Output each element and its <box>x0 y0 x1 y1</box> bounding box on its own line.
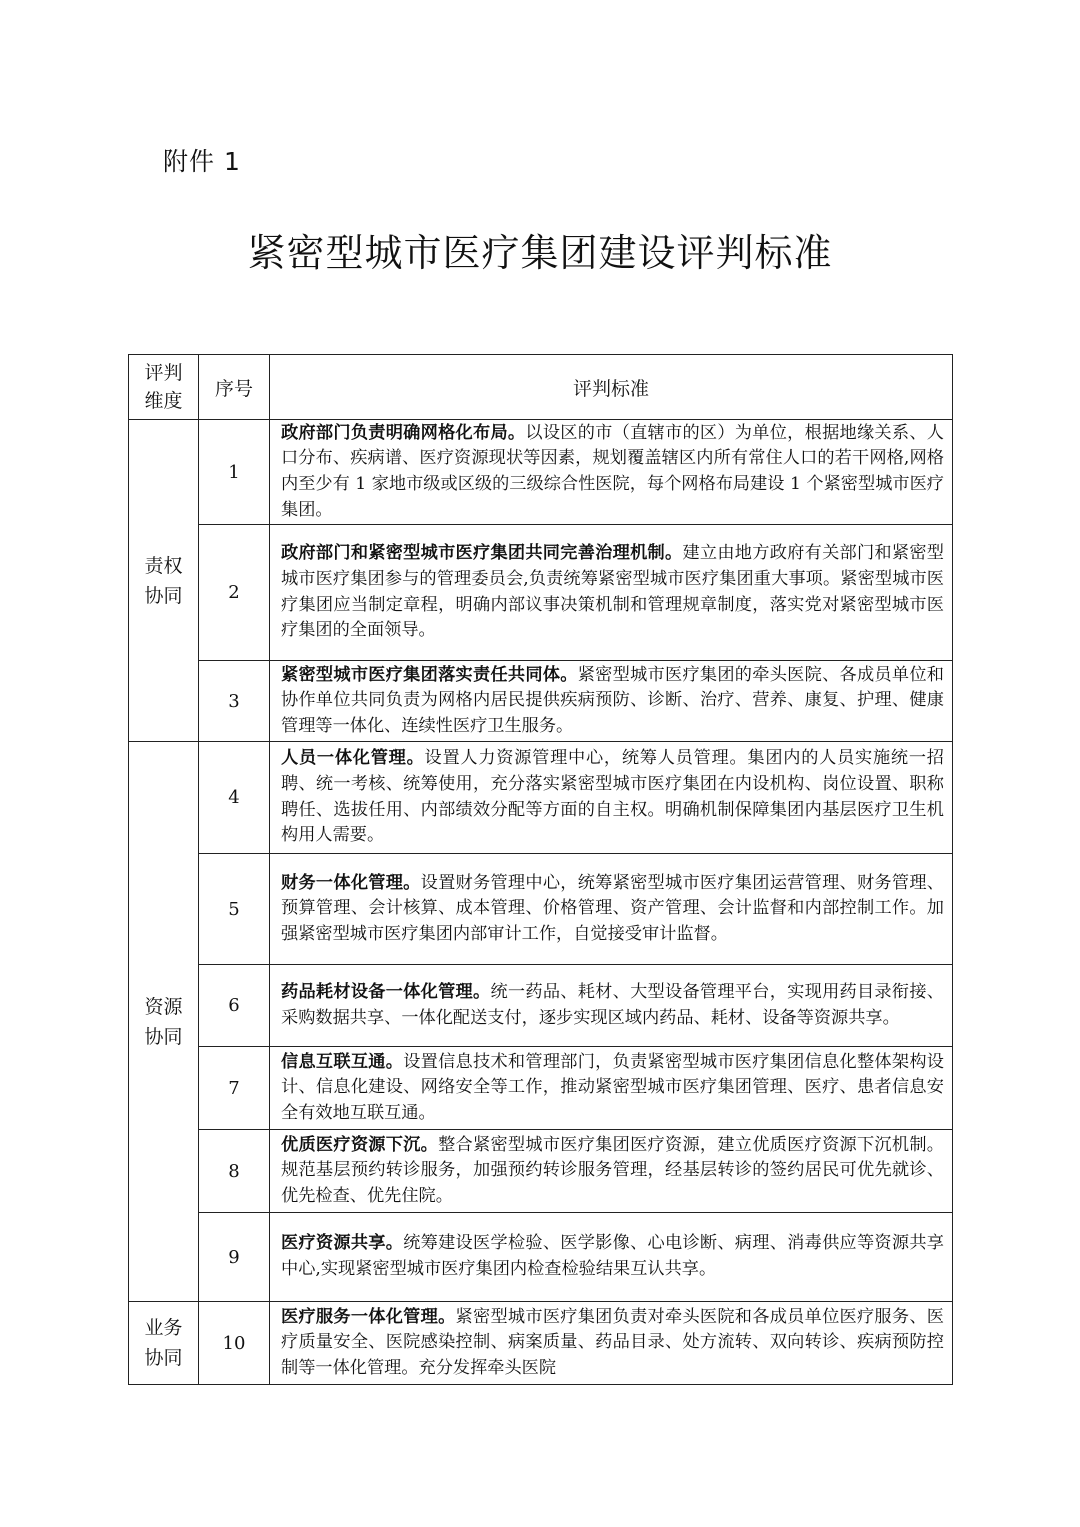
table-row <box>129 1302 953 1385</box>
table-row <box>129 1213 953 1302</box>
criteria-body: 设置财务管理中心，统筹紧密型城市医疗集团运营管理、财务管理、预算管理、会计核算、成本管理、价格管理、资产管理、会计监督和内部控制工作。加强紧密型城市医疗集团内部审计工作，自觉接受审计监督。 <box>281 872 944 944</box>
criteria-heading: 人员一体化管理。 <box>281 748 425 769</box>
row-number: 5 <box>199 854 270 965</box>
document-title: 紧密型城市医疗集团建设评判标准 <box>247 231 833 275</box>
criteria-heading: 信息互联互通。 <box>281 1051 404 1072</box>
table-row <box>129 965 953 1047</box>
criteria-body: 紧密型城市医疗集团负责对牵头医院和各成员单位医疗服务、医疗质量安全、医院感染控制、病案质量、药品目录、处方流转、双向转诊、疾病预防控制等一体化管理。充分发挥牵头医院 <box>281 1306 944 1378</box>
criteria-heading: 政府部门和紧密型城市医疗集团共同完善治理机制。 <box>281 543 683 564</box>
row-number: 3 <box>199 661 270 742</box>
criteria-text <box>270 965 953 1047</box>
criteria-text <box>270 1302 953 1385</box>
dimension-cell <box>129 742 199 1302</box>
table-header-row <box>129 355 953 420</box>
criteria-table <box>128 354 953 1385</box>
row-number: 8 <box>199 1130 270 1213</box>
criteria-body: 整合紧密型城市医疗集团医疗资源，建立优质医疗资源下沉机制。规范基层预约转诊服务，加强预约转诊服务管理，经基层转诊的签约居民可优先就诊、优先检查、优先住院。 <box>281 1134 944 1206</box>
header-dimension <box>129 355 199 420</box>
criteria-heading: 紧密型城市医疗集团落实责任共同体。 <box>281 664 578 685</box>
criteria-text <box>270 742 953 854</box>
row-number: 7 <box>199 1047 270 1130</box>
dimension-text: 资源协同 <box>144 995 183 1048</box>
criteria-body: 统一药品、耗材、大型设备管理平台，实现用药目录衔接、采购数据共享、一体化配送支付，逐步实现区域内药品、耗材、设备等资源共享。 <box>281 981 944 1028</box>
dimension-text: 业务协同 <box>144 1317 183 1369</box>
criteria-body: 设置信息技术和管理部门，负责紧密型城市医疗集团信息化整体架构设计、信息化建设、网络安全等工作，推动紧密型城市医疗集团管理、医疗、患者信息安全有效地互联互通。 <box>281 1051 944 1123</box>
criteria-heading: 优质医疗资源下沉。 <box>281 1134 439 1155</box>
header-criteria: 评判标准 <box>270 355 953 420</box>
dimension-cell <box>129 420 199 742</box>
row-number: 4 <box>199 742 270 854</box>
dimension-text: 责权协同 <box>144 554 183 607</box>
row-number: 10 <box>199 1302 270 1385</box>
dimension-cell <box>129 1302 199 1385</box>
table-row <box>129 1130 953 1213</box>
row-number: 1 <box>199 420 270 525</box>
criteria-text <box>270 854 953 965</box>
row-number: 9 <box>199 1213 270 1302</box>
table-row <box>129 742 953 854</box>
criteria-body: 设置人力资源管理中心，统筹人员管理。集团内的人员实施统一招聘、统一考核、统筹使用，充分落实紧密型城市医疗集团在内设机构、岗位设置、职称聘任、选拔任用、内部绩效分配等方面的自主权。明确机制保障集团内基层医疗卫生机构用人需要。 <box>281 748 944 846</box>
header-number: 序号 <box>199 355 270 420</box>
criteria-body: 紧密型城市医疗集团的牵头医院、各成员单位和协作单位共同负责为网格内居民提供疾病预防、诊断、治疗、营养、康复、护理、健康管理等一体化、连续性医疗卫生服务。 <box>281 664 944 736</box>
criteria-text <box>270 1130 953 1213</box>
table-row <box>129 1047 953 1130</box>
table-row <box>129 661 953 742</box>
criteria-text <box>270 1213 953 1302</box>
table-row <box>129 420 953 525</box>
criteria-heading: 药品耗材设备一体化管理。 <box>281 981 491 1002</box>
header-dimension-text: 评判维度 <box>144 362 183 412</box>
criteria-text <box>270 525 953 661</box>
row-number: 2 <box>199 525 270 661</box>
criteria-body: 统筹建设医学检验、医学影像、心电诊断、病理、消毒供应等资源共享中心,实现紧密型城市医疗集团内检查检验结果互认共享。 <box>281 1233 944 1279</box>
table-row <box>129 854 953 965</box>
criteria-text <box>270 661 953 742</box>
criteria-heading: 财务一体化管理。 <box>281 872 421 893</box>
criteria-heading: 医疗资源共享。 <box>281 1233 404 1254</box>
criteria-heading: 医疗服务一体化管理。 <box>281 1306 456 1327</box>
criteria-heading: 政府部门负责明确网格化布局。 <box>281 422 526 443</box>
criteria-body: 以设区的市（直辖市的区）为单位，根据地缘关系、人口分布、疾病谱、医疗资源现状等因素，规划覆盖辖区内所有常住人口的若干网格,网格内至少有 1 家地市级或区级的三级综合性医院，每个网格布局建设 1 个紧密型城市医疗集团。 <box>281 422 944 520</box>
attachment-label: 附件 1 <box>163 147 241 176</box>
criteria-body: 建立由地方政府有关部门和紧密型城市医疗集团参与的管理委员会,负责统筹紧密型城市医疗集团重大事项。紧密型城市医疗集团应当制定章程，明确内部议事决策机制和管理规章制度，落实党对紧密型城市医疗集团的全面领导。 <box>281 543 944 641</box>
criteria-text <box>270 420 953 525</box>
criteria-text <box>270 1047 953 1130</box>
row-number: 6 <box>199 965 270 1047</box>
table-row <box>129 525 953 661</box>
